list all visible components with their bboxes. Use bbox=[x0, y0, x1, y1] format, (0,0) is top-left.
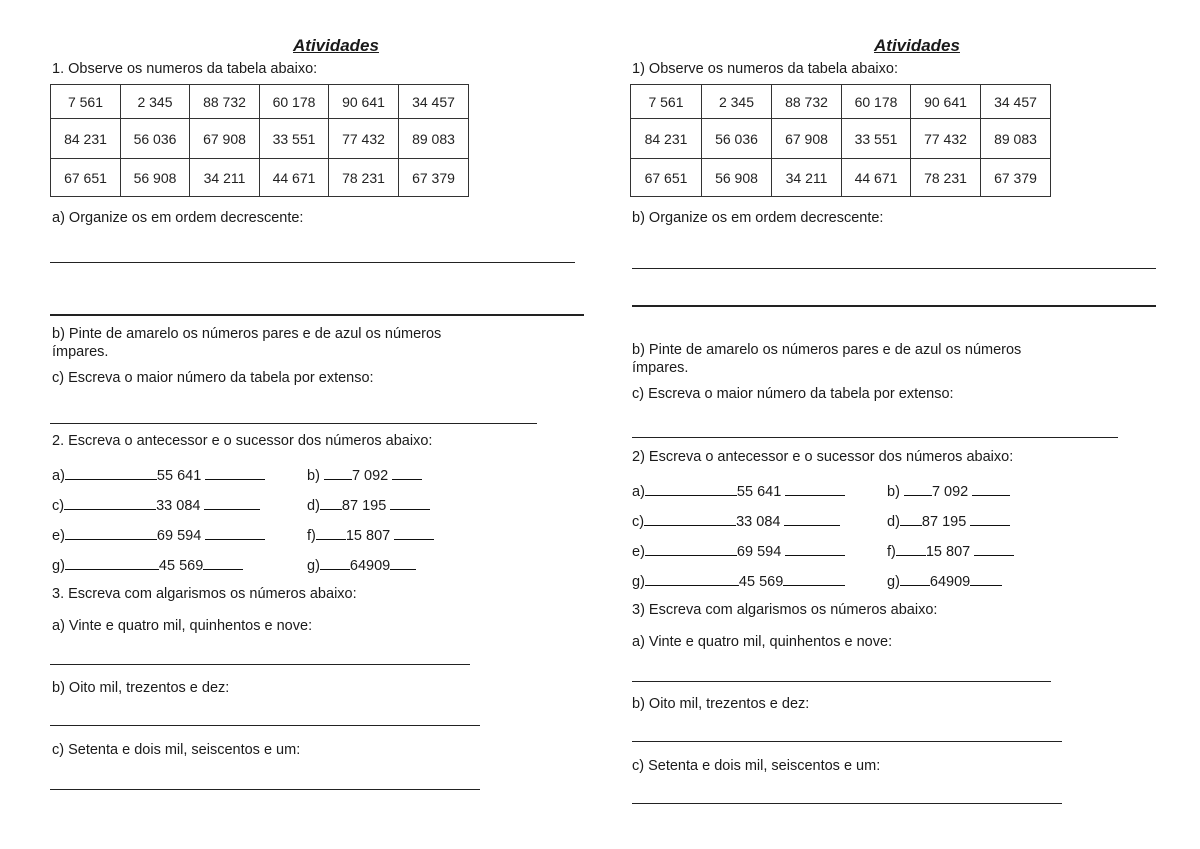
antecessor-blank bbox=[904, 481, 932, 496]
table-cell: 67 651 bbox=[631, 159, 702, 197]
item-label: g) bbox=[887, 574, 900, 590]
antecessor-blank bbox=[896, 541, 926, 556]
numbers-table bbox=[50, 84, 469, 197]
table-cell: 88 732 bbox=[190, 85, 260, 119]
table-cell: 2 345 bbox=[121, 85, 190, 119]
sucessor-blank bbox=[972, 481, 1010, 496]
q2-item bbox=[52, 555, 243, 575]
question-3c: c) Setenta e dois mil, seiscentos e um: bbox=[632, 758, 881, 774]
q2-item bbox=[307, 555, 416, 575]
worksheet-title: Atividades bbox=[293, 36, 379, 55]
item-number: 33 084 bbox=[156, 498, 201, 514]
table-cell: 2 345 bbox=[702, 85, 772, 119]
table-cell: 34 211 bbox=[190, 159, 260, 197]
item-number: 7 092 bbox=[931, 484, 969, 500]
q2-item bbox=[632, 571, 845, 591]
table-cell: 56 908 bbox=[121, 159, 190, 197]
table-cell: 78 231 bbox=[911, 159, 981, 197]
item-number: 87 195 bbox=[341, 498, 387, 514]
answer-line bbox=[50, 314, 584, 316]
question-1c: c) Escreva o maior número da tabela por extenso: bbox=[52, 370, 374, 386]
q2-item bbox=[307, 465, 422, 485]
answer-line bbox=[632, 681, 1051, 682]
table-cell: 77 432 bbox=[329, 119, 399, 159]
answer-line bbox=[50, 725, 480, 726]
question-1c: c) Escreva o maior número da tabela por extenso: bbox=[632, 386, 954, 402]
table-cell: 56 036 bbox=[121, 119, 190, 159]
sucessor-blank bbox=[974, 541, 1014, 556]
table-cell: 34 211 bbox=[772, 159, 842, 197]
item-number: 87 195 bbox=[921, 514, 967, 530]
antecessor-blank bbox=[65, 465, 157, 480]
q2-item bbox=[52, 465, 265, 485]
antecessor-blank bbox=[644, 511, 736, 526]
table-cell: 67 651 bbox=[51, 159, 121, 197]
sucessor-blank bbox=[392, 465, 422, 480]
table-cell: 77 432 bbox=[911, 119, 981, 159]
sucessor-blank bbox=[390, 495, 430, 510]
question-1: 1. Observe os numeros da tabela abaixo: bbox=[52, 61, 318, 77]
antecessor-blank bbox=[320, 495, 342, 510]
table-cell: 56 908 bbox=[702, 159, 772, 197]
item-number: 33 084 bbox=[736, 514, 781, 530]
answer-line bbox=[632, 803, 1062, 804]
antecessor-blank bbox=[900, 511, 922, 526]
table-cell: 89 083 bbox=[981, 119, 1051, 159]
antecessor-blank bbox=[65, 555, 159, 570]
sucessor-blank bbox=[970, 571, 1002, 586]
item-number: 64909 bbox=[929, 574, 971, 590]
q2-item bbox=[307, 525, 434, 545]
item-number: 45 569 bbox=[158, 558, 204, 574]
answer-line bbox=[632, 268, 1156, 269]
table-cell: 7 561 bbox=[631, 85, 702, 119]
table-cell: 56 036 bbox=[702, 119, 772, 159]
answer-line bbox=[632, 437, 1118, 438]
antecessor-blank bbox=[316, 525, 346, 540]
item-label: a) bbox=[632, 484, 645, 500]
table-cell: 67 908 bbox=[772, 119, 842, 159]
item-number: 7 092 bbox=[351, 468, 389, 484]
question-1b: b) Pinte de amarelo os números pares e de azul os números bbox=[52, 326, 442, 342]
worksheet-title: Atividades bbox=[874, 36, 960, 55]
item-number: 69 594 bbox=[736, 544, 782, 560]
table-cell: 67 379 bbox=[981, 159, 1051, 197]
table-cell: 7 561 bbox=[51, 85, 121, 119]
item-label: d) bbox=[307, 498, 320, 514]
question-2: 2) Escreva o antecessor e o sucessor dos números abaixo: bbox=[632, 449, 1014, 465]
antecessor-blank bbox=[645, 481, 737, 496]
item-number: 45 569 bbox=[738, 574, 784, 590]
question-3b: b) Oito mil, trezentos e dez: bbox=[52, 680, 230, 696]
table-cell: 67 379 bbox=[399, 159, 469, 197]
table-cell: 60 178 bbox=[842, 85, 911, 119]
answer-line bbox=[632, 741, 1062, 742]
table-cell: 44 671 bbox=[842, 159, 911, 197]
item-label: a) bbox=[52, 468, 65, 484]
question-3a: a) Vinte e quatro mil, quinhentos e nove: bbox=[52, 618, 313, 634]
item-number: 15 807 bbox=[925, 544, 971, 560]
question-1b-cont: ímpares. bbox=[632, 360, 689, 376]
sucessor-blank bbox=[390, 555, 416, 570]
item-label: c) bbox=[52, 498, 65, 514]
question-1: 1) Observe os numeros da tabela abaixo: bbox=[632, 61, 898, 77]
numbers-table bbox=[630, 84, 1051, 197]
sucessor-blank bbox=[205, 525, 265, 540]
table-cell: 44 671 bbox=[260, 159, 329, 197]
table-cell: 33 551 bbox=[842, 119, 911, 159]
item-number: 69 594 bbox=[156, 528, 202, 544]
answer-line bbox=[50, 664, 470, 665]
answer-line bbox=[50, 262, 575, 263]
table-cell: 84 231 bbox=[51, 119, 121, 159]
sucessor-blank bbox=[783, 571, 845, 586]
item-label: b) bbox=[307, 468, 320, 484]
antecessor-blank bbox=[900, 571, 930, 586]
table-cell: 33 551 bbox=[260, 119, 329, 159]
item-number: 55 641 bbox=[156, 468, 202, 484]
sucessor-blank bbox=[970, 511, 1010, 526]
sucessor-blank bbox=[785, 541, 845, 556]
item-label: g) bbox=[307, 558, 320, 574]
sucessor-blank bbox=[204, 495, 260, 510]
question-3a: a) Vinte e quatro mil, quinhentos e nove: bbox=[632, 634, 893, 650]
item-number: 15 807 bbox=[345, 528, 391, 544]
table-cell: 90 641 bbox=[329, 85, 399, 119]
q2-item bbox=[632, 481, 845, 501]
item-number: 55 641 bbox=[736, 484, 782, 500]
item-label: c) bbox=[632, 514, 645, 530]
item-label: f) bbox=[887, 544, 896, 560]
item-label: g) bbox=[632, 574, 645, 590]
antecessor-blank bbox=[645, 541, 737, 556]
question-1b: b) Pinte de amarelo os números pares e de azul os números bbox=[632, 342, 1022, 358]
q2-item bbox=[52, 495, 260, 515]
table-cell: 34 457 bbox=[399, 85, 469, 119]
question-3c: c) Setenta e dois mil, seiscentos e um: bbox=[52, 742, 301, 758]
question-1a: b) Organize os em ordem decrescente: bbox=[632, 210, 884, 226]
question-3b: b) Oito mil, trezentos e dez: bbox=[632, 696, 810, 712]
sucessor-blank bbox=[784, 511, 840, 526]
table-cell: 67 908 bbox=[190, 119, 260, 159]
table-cell: 34 457 bbox=[981, 85, 1051, 119]
q2-item bbox=[632, 511, 840, 531]
table-cell: 90 641 bbox=[911, 85, 981, 119]
q2-item bbox=[887, 511, 1010, 531]
antecessor-blank bbox=[645, 571, 739, 586]
q2-item bbox=[887, 481, 1010, 501]
item-label: g) bbox=[52, 558, 65, 574]
question-1a: a) Organize os em ordem decrescente: bbox=[52, 210, 304, 226]
antecessor-blank bbox=[64, 495, 156, 510]
q2-item bbox=[632, 541, 845, 561]
table-cell: 84 231 bbox=[631, 119, 702, 159]
item-label: d) bbox=[887, 514, 900, 530]
sucessor-blank bbox=[394, 525, 434, 540]
question-2: 2. Escreva o antecessor e o sucessor dos números abaixo: bbox=[52, 433, 433, 449]
antecessor-blank bbox=[320, 555, 350, 570]
q2-item bbox=[887, 571, 1002, 591]
q2-item bbox=[307, 495, 430, 515]
table-cell: 89 083 bbox=[399, 119, 469, 159]
item-label: e) bbox=[632, 544, 645, 560]
question-3: 3) Escreva com algarismos os números abaixo: bbox=[632, 602, 938, 618]
sucessor-blank bbox=[203, 555, 243, 570]
question-1b-cont: ímpares. bbox=[52, 344, 109, 360]
item-label: b) bbox=[887, 484, 900, 500]
item-label: e) bbox=[52, 528, 65, 544]
sucessor-blank bbox=[785, 481, 845, 496]
question-3: 3. Escreva com algarismos os números abaixo: bbox=[52, 586, 357, 602]
answer-line bbox=[50, 423, 537, 424]
table-cell: 60 178 bbox=[260, 85, 329, 119]
table-cell: 88 732 bbox=[772, 85, 842, 119]
q2-item bbox=[52, 525, 265, 545]
item-number: 64909 bbox=[349, 558, 391, 574]
sucessor-blank bbox=[205, 465, 265, 480]
answer-line bbox=[632, 305, 1156, 307]
table-cell: 78 231 bbox=[329, 159, 399, 197]
answer-line bbox=[50, 789, 480, 790]
item-label: f) bbox=[307, 528, 316, 544]
antecessor-blank bbox=[324, 465, 352, 480]
antecessor-blank bbox=[65, 525, 157, 540]
q2-item bbox=[887, 541, 1014, 561]
